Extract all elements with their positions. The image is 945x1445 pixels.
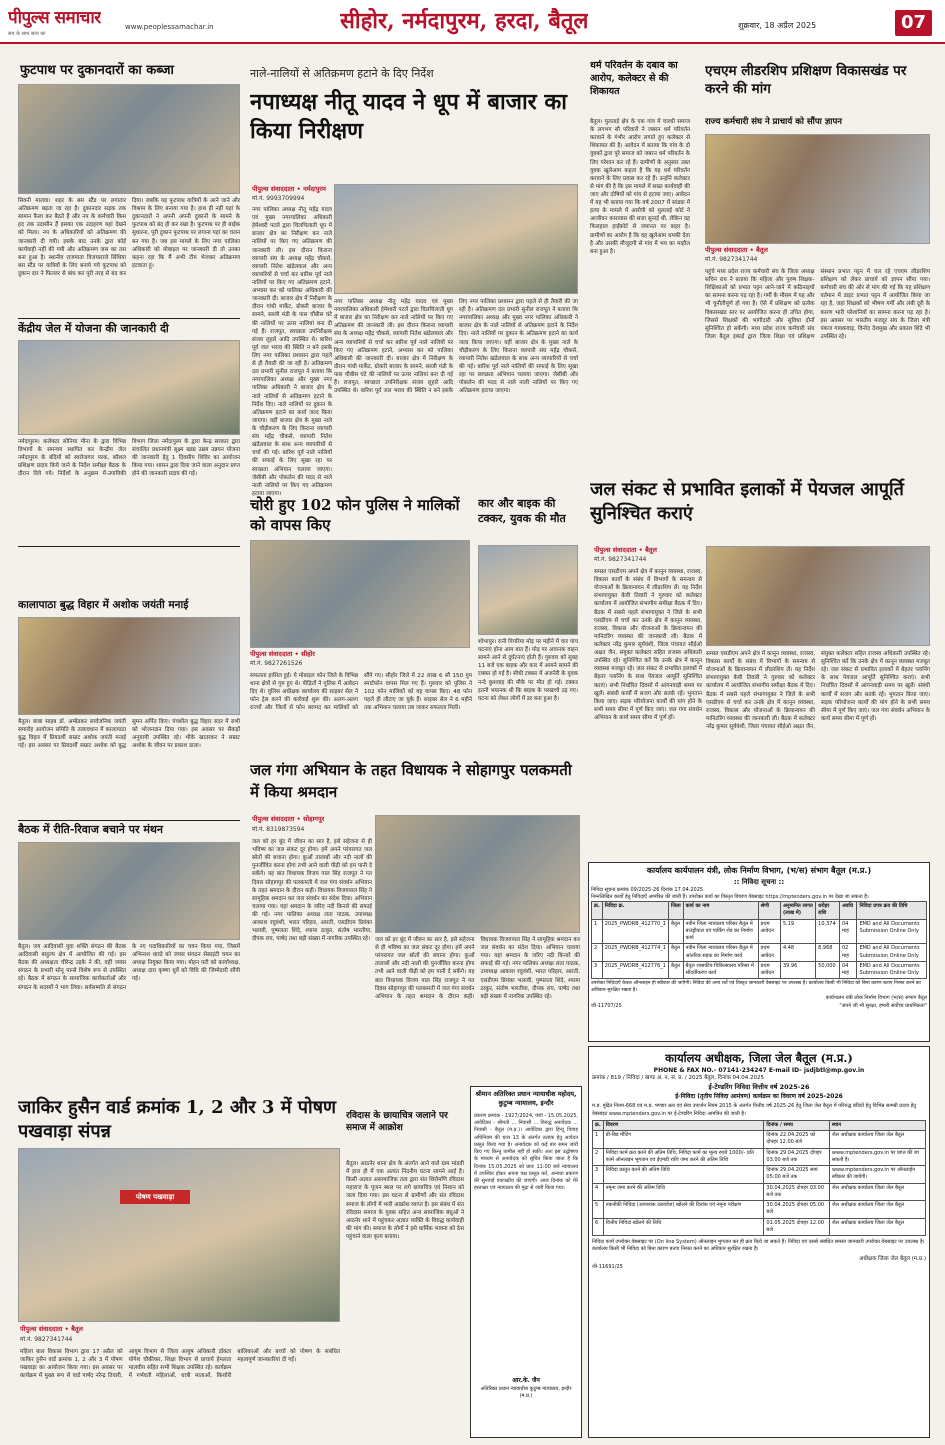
- lead-headline[interactable]: नपाध्यक्ष नीतू यादव ने धूप में बाजार का किया निरीक्षण: [250, 89, 567, 144]
- pwd-table-cell: 2025_PWDRB_412774_1: [602, 944, 668, 962]
- ashok-jayanti-body: बैतूल। बाबा साहब डॉ. अम्बेडकर सार्वजनिक जयंती समारोह आयोजन समिति के तत्वावधान में कालापाठा बुद्ध विहार में प्रियदर्शी सम्राट अशोक जयंती मनाई गई। इस अवसर पर प्रियदर्शी सम्राट अशोक को बुद्ध सुमन अर्पित किए। पंचशील बुद्ध विहार सदर में सभी को भोजनदान दिया गया। इस अवसर पर सैकड़ों अनुयायी उपस्थित रहे। भीके खातरकर ने सम्राट अशोक के जीवन पर प्रकाश डाला।: [18, 719, 240, 750]
- jail-table-cell: नमूना जमा करने की अंतिम तिथि: [603, 1183, 764, 1201]
- jail-intro: म.प्र. मुद्रित नियम-668 एवं म.प्र. भण्डार क्रय एवं सेवा उपार्जन नियम 2015 के अंतर्गत वित्तीय वर्ष 2025-26 हेतु जिला जेल बैतूल में परिरुद्ध बंदियों हेतु विभिन्न सामग्री प्रदाय हेतु वेबसाइट www.mptenders.gov.in पर ई-टेण्डरिंग निविदा आमंत्रित की जाती है।: [592, 1103, 917, 1117]
- pwd-table-column-header: निविदा क्र.: [602, 902, 668, 920]
- jal-ganga-body: जल को हर बूंद में जीवन का सार है, इसे सहेजना से ही भविष्य का जल संकट दूर होगा। हमें अपने परंपरागत जल स्रोतों की बचाना होगा। कुओं तालाबों और नदी नालों की पुनर्जीवित करना होगा तभी आने वाली पीढ़ी को हम पानी दे सकेंगे। यह बात विधायक विजय पाल सिंह राजपूत ने गत दिवस सोहागपुर की पलकमती में जल गंगा संवर्धन अभियान के तहत श्रमदान के दौरान कही। विधायक विजयपाल सिंह ने सामूहिक श्रमदान कर जल संवर्धन का संदेश दिया। अभियान चलाया गया। यहां श्रमदान के जरिए नदी किनारे की सफाई की गई। नगर पालिका अध्यक्ष लता पाठक, उपाध्यक्ष आकाश रघुवंशी, भारत परिहार, आरती, एसडीएम प्रियंका भलावी, पुष्पलता शिंदे, श्यामा ठाकुर, संतोष भारतीया, दीपक राय, पार्षद तथा बड़ी संख्या में नागरिक उपस्थित रहे।: [252, 839, 372, 943]
- phones-byline: पीपुल्स संवाददाता • सीहोर: [250, 650, 315, 658]
- pwd-table-cell: 50,000: [816, 961, 840, 979]
- pwd-table-cell: 2025_PWDRB_412776_1: [602, 961, 668, 979]
- pwd-table-cell: EMD and All Documents Submission Online Only: [857, 919, 927, 944]
- shramdan-photo: [375, 815, 580, 933]
- jail-table-cell: 30.04.2025 दोपहर 03.00 बजे तक: [764, 1183, 829, 1201]
- jail-office-title: कार्यालय अधीक्षक, जिला जेल बैतूल (म.प्र.): [665, 1051, 853, 1065]
- jail-table-column-header: स्थान: [829, 1120, 925, 1130]
- jail-table-cell: तकनीकी निविदा (आवश्यक दस्तावेज) खोलने की दिनांक एवं नमूना परीक्षण: [603, 1201, 764, 1219]
- poshan-headline[interactable]: जाकिर हुसैन वार्ड क्रमांक 1, 2 और 3 में पोषण पखवाड़ा संपन्न: [18, 1097, 337, 1143]
- market-inspection-photo: [334, 184, 578, 294]
- phones-headline[interactable]: चोरी हुए 102 फोन पुलिस ने मालिकों को वापस किए: [250, 496, 460, 535]
- accident-headline[interactable]: कार और बाइक की टक्कर, युवक की मौत: [478, 497, 566, 525]
- poshan-event-photo: [18, 1148, 340, 1322]
- pwd-notice-number: निविदा सूचना क्रमांक 09/2025-26 दिनांक 17.04.2025: [591, 886, 704, 893]
- pwd-table-column-header: क्र.: [592, 902, 603, 920]
- jail-table-cell: जेल अधीक्षक कार्यालय जिला जेल बैतूल: [829, 1183, 925, 1201]
- sidewalk-encroachment-headline[interactable]: फुटपाथ पर दुकानदारों का कब्जा: [20, 63, 174, 78]
- pwd-table-cell: 3: [592, 961, 603, 979]
- pwd-subtitle: :: निविदा सूचना ::: [733, 877, 785, 886]
- jail-table-row: [593, 1218, 926, 1236]
- lead-mobile: मो.नं. 9993709994: [252, 195, 305, 202]
- phones-mobile: मो.नं. 9827261526: [250, 660, 303, 667]
- jal-ganga-mobile: मो.नं. 8319873594: [252, 826, 305, 833]
- pwd-table-cell: बैतूल: [668, 961, 683, 979]
- water-byline: पीपुल्स संवाददाता • बैतूल: [594, 546, 657, 554]
- hm-training-headline[interactable]: एचएम लीडरशिप प्रशिक्षण विकासखंड पर करने की मांग: [705, 63, 907, 98]
- jail-table-cell: www.mptenders.gov.in पर ऑनलाईन स्वीकार की जायेगी।: [829, 1166, 925, 1184]
- water-crisis-body-continued: समस्त एसडीएम अपने क्षेत्र में कानून व्यवस्था, राजस्व, विकास कार्यों के संबंध में विभागों के समन्वय से योजनाओं के क्रियान्वयन में लीडरशिप लें। यह निर्देश संभागायुक्त केवी तिवारी ने गुरुवार को कलेक्टर कार्यालय में आयोजित संभागीय समीक्षा बैठक में दिए। बैठक में सबसे पहले संभागायुक्त ने जिले के सभी एसडीएम से चर्चा कर उनके क्षेत्र में कानून व्यवस्था, राजस्व, विकास और योजनाओं के क्रियान्वयन की मानिटरिंग व्यवस्था की जानकारी ली। बैठक में कलेक्टर नरेंद्र कुमार सूर्यवंशी, जिला पंचायत सीईओ अक्षत जैन, संयुक्त कलेक्टर सहित राजस्व अधिकारी उपस्थित रहे। सुनिश्चित करें कि उनके क्षेत्र में कानून व्यवस्था मजबूत रहे। जल संकट से प्रभावित इलाकों में बेहतर प्लानिंग के साथ पेयजल आपूर्ति सुनिश्चित कराएं। सभी निर्धारित दिवसों में आंगनवाड़ी समय पर खुलें। संबंधी कार्यों में सजग और सतर्क रहें। भुगतान किया जाए। सड़क परियोजना कार्यों की मांग होने के सभी समय सीमा में पूर्ण किए जाएं। जल गंगा संवर्धन अभियान के कार्य समय सीमा में पूर्ण हों।: [706, 651, 930, 730]
- jail-table-row: [593, 1166, 926, 1184]
- accident-body: शोभापुर। रानी पिपरिया मोड़ पर महीने में चार पांच घटनाएं होना आम बात हैं। मोड़ पर अचानक वाहन सामने आने से दुर्घटनाएं होती हैं। गुरुवार को सुबह 11 बजे एक बाइक और कार में आमने सामने की टक्कर हो गई है। सीधी टक्कर में अजनेरी के युवक नन्दे कुशवाह की मौके पर मौत हो गई। टक्कर इतनी भयानक थी कि बाइक के परखच्चे उड़ गए। घटना को लेकर लोगों में डर बना हुआ है।: [478, 639, 578, 702]
- jail-footer: निविदा फार्म उपरोक्त वेबसाइट पर (On line System) ऑनलाइन भुगतान कर ही क्रय किये जा सकते हैं। निविदा एवं उससे संबंधित समस्त जानकारी उपरोक्त वेबसाइट पर उपलब्ध है। कार्यालय किसी भी निविदा को बिना कारण बताए निरस्त करने का अधिकार सुरक्षित रखता है।: [592, 1239, 925, 1253]
- jail-code: जी-11691/25: [592, 1263, 623, 1270]
- divider: [18, 546, 240, 547]
- divider: [18, 318, 240, 319]
- divider: [18, 820, 240, 821]
- jail-table-column-header: क्र.: [593, 1120, 604, 1130]
- pwd-table-cell: 04 माह: [839, 961, 857, 979]
- ravidas-headline[interactable]: रविदास के छायाचित्र जलाने पर समाज में आक्रोश: [346, 1111, 448, 1134]
- pwd-table-column-header: जिला: [668, 902, 683, 920]
- court-judge-title: अतिरिक्त प्रधान न्यायाधीश कुटुम्ब न्यायालय, इन्दौर (म.प्र.): [480, 1385, 572, 1399]
- pwd-table-cell: प्रथम आवेदन: [758, 944, 780, 962]
- jail-table-cell: दिनांक 29.04.2025 दोपहर 03.00 बजे तक: [764, 1148, 829, 1166]
- jail-table-cell: निविदा प्रस्तुत करने की अंतिम तिथि: [603, 1166, 764, 1184]
- jail-table-row: [593, 1148, 926, 1166]
- jail-tender-title: ई-टेण्डरिंग निविदा वित्तीय वर्ष 2025-26: [708, 1083, 810, 1092]
- poshan-body: महिला बाल विकास विभाग द्वारा 17 अप्रैल को जाकिर हुसैन वार्ड क्रमांक 1, 2 और 3 में पोषण पखवाड़ा का आयोजन किया गया। इस अवसर पर कार्यक्रम में मुख्य रूप से वार्ड पार्षद नरेन्द्र तिवारी, आयुष विभाग से जिला आयुष अधिकारी डॉक्टर योगेश चौकीकर, शिक्षा विभाग से प्राचार्य हेमलता मालवीय सहित सभी शिक्षक उपस्थित रहे। कार्यक्रम में गर्भवती महिलाओं, धात्री माताओं, किशोरी बालिकाओं और बच्चों को पोषण के संबंधित महत्वपूर्ण जानकारियां दी गईं।: [20, 1349, 340, 1380]
- pwd-table-cell: 04 माह: [839, 919, 857, 944]
- sidewalk-encroachment-body: सिवनी मालवा। शहर के बस स्टैंड पर लगातार अतिक्रमण बढ़ता जा रहा है। दुकानदार सड़क तक सामान फैला कर बैठते हैं और नप के कर्मचारी किस हद तक उदासीन हैं इसका एक उदाहरण यहां देखने को मिला। नप के अधिकारियों को अतिक्रमण की जानकारी दी गयी। इसके बाद उनके द्वारा कोई कार्यवाही नहीं की गयी और अतिक्रमण जस का तस बना हुआ है। स्थानीय राजमाता विजयाराजे सिंधिया बस स्टैंड पर यात्रियों के लिए बनाये गये फुटपाथ को दुकान दार ने फिल्लर से बांध कर पूरी तरह से बंद कर दिया। जबकि यह फुटपाथ यात्रियों के आने जाने और विश्राम के लिए बनाया गया है। हाथ ही नहीं यहां के दुकानदारों ने अपनी अपनी दुकानों के सामने के फुटपाथ को बंद ही कर रखा है। फुटपाथ पर ही बाईक सुधारना, पूरी दुकान फुटपाथ पर लगाना यहां का चलन बन गया है। जब इस मामले के लिए नगर पालिका अधिकारी को मोबाइल पर जानकारी दी तो उनका कहना रहा कि मैं अभी टीम भेजकर अतिक्रमण हटवाता हूं।: [18, 198, 240, 277]
- jail-contact: PHONE & FAX NO.- 07141-234247 E-mail ID- jsdjbtl@mp.gov.in: [653, 1066, 865, 1074]
- pwd-intro: निम्नलिखित कार्यों हेतु निविदाएँ आमंत्रित की जाती हैं। उपरोक्त कार्य का विस्तृत विवरण वेबसाइट https://mptenders.gov.in पर देखा जा सकता है।: [591, 893, 869, 900]
- jail-table-cell: www.mptenders.gov.in पर प्राप्त की जा सकती है।: [829, 1148, 925, 1166]
- tribal-meeting-photo: [18, 842, 240, 940]
- pwd-table-cell: प्रथम आवेदन: [758, 919, 780, 944]
- jail-table-cell: दिनांक 22.04.2025 को दोपहर 12.00 बजे: [764, 1131, 829, 1149]
- pwd-table-cell: नवीन जिला न्यायालय परिसर बैतूल में बाउंड्रीवाल एवं पार्किंग शेड का निर्माण कार्य: [683, 919, 758, 944]
- hm-training-body: पहुंचे मध्य प्रदेश राज्य कर्मचारी संघ के जिला अध्यक्ष सचिन राय ने बताया कि महिला और पुरुष शिक्षक-शिक्षिकाओं को प्रभात पट्टन आने-जाने में कठिनाइयों का सामना करना पड़ रहा है। गर्मी के मौसम में यह और भी चुनौतीपूर्ण हो गया है। ऐसे में प्रशिक्षण को प्रत्येक विकासखंड स्तर पर आयोजित करना ही उचित होगा, जिससे शिक्षकों की भागीदारी और सुविधा दोनों सुनिश्चित हो सकेंगी। मध्य प्रदेश राज्य कर्मचारी संघ जिला बैतूल इकाई द्वारा जिला शिक्षा एवं प्रशिक्षण संस्थान प्रभात पट्टन में चल रहे एचएम लीडरशिप प्रशिक्षण को लेकर प्राचार्य को ज्ञापन सौंपा गया। कर्मचारी संघ की ओर से मांग की गई कि यह प्रशिक्षण वर्तमान में डाइट प्रभात पट्टन में आयोजित किया जा रहा है, जहां शिक्षकों को भीषण गर्मी और लंबी दूरी के कारण भारी परेशानियों का सामना करना पड़ रहा है। इस अवसर पर भारतीय मजदूर संघ के जिला मंत्री पंकज गायकवाड़, विनोद देशमुख और प्रकाश शिंदे भी उपस्थित रहे।: [705, 269, 930, 340]
- phone-return-photo: [250, 540, 470, 648]
- jail-meeting-photo: [18, 340, 240, 435]
- jail-reference: क्रमांक / 819 / निविदा / खण्ड अ. न. स. प्र. / 2025 बैतूल, दिनांक 04.04.2025: [592, 1075, 765, 1082]
- jail-table-cell: 30.04.2025 दोपहर 05:00 बजे: [764, 1201, 829, 1219]
- poshan-byline: पीपुल्स संवाददाता • बैतूल: [20, 1325, 83, 1333]
- newspaper-logo[interactable]: पीपुल्स समाचार सच के साथ सत्य का: [8, 8, 101, 37]
- jail-table-cell: जेल अधीक्षक कार्यालय जिला जेल बैतूल: [829, 1201, 925, 1219]
- pwd-office-title: कार्यालय कार्यपालन यंत्री, लोक निर्माण विभाग, (भ/स) संभाग बैतूल (म.प्र.): [646, 866, 872, 875]
- jail-table-cell: प्री-बिड मीटिंग: [603, 1131, 764, 1149]
- lead-body: नगर पालिका अध्यक्ष नीतू महेंद्र यादव एवं मुख्य नगरपालिका अधिकारी हेमेश्वरी पटले द्वारा चिलचिलाती धूप में बाजार क्षेत्र का निरीक्षण कर नाले नालियों पर किए गए अतिक्रमण की जानकारी ली। इस दौरान किराना व्यापारी संघ के अध्यक्ष महेंद्र चौकसे, व्यापारी नितेश खंडेलवाल और अन्य व्यापारियों से चर्चा कर बारिश पूर्व नाले नालियों पर किए गए अतिक्रमण हटाने, अभ्यास कर को पालिका अधिकारी की जानकारी दी। बाजार क्षेत्र में निरीक्षण के दौरान गांधी मार्केट, ग्रोकरी बाजार के सामने, सब्जी मंडी के पास चौबीस घंटे की नालियों पर ऊपर नालियां बना दी गई हैं। राजपूत, स्वच्छता उपनिरीक्षक संजय लुहारे आदि उपस्थित थे। बारिश पूर्व जल भराव की स्थिति न बने इसके लिए नगर पालिका प्रशासन द्वारा पहले से ही तैयारी की जा रही है। अतिक्रमण दल प्रभारी सुनील राजपूत ने बताया कि नगरपालिका अध्यक्ष और मुख्य नगर पालिका अधिकारी ने बाजार क्षेत्र के नाले नालियों से अतिक्रमण हटाने के निर्देश दिए। नाले नालियों पर दुकान के अतिक्रमण हटाने का कार्य जल्द किया जाएगा। वहीं बाजार क्षेत्र के मुख्य नाले के चौड़ीकरण के लिए किराना व्यापारी संघ महेंद्र चौकसे, व्यापारी नितेश खंडेलवाल के साथ अन्य व्यापारियों से चर्चा की गई। बारिश पूर्व नाले नालियों की सफाई के लिए सूखा रहा पर स्वच्छता अभियान चलाया जाएगा। जेसीबी और पोकलेन की मदद से नाले नाली नालियों पर किए गए अतिक्रमण हटाया जाएगा।: [252, 207, 332, 497]
- conversion-complaint-body: बैतूल। मुलताई क्षेत्र के एक गांव में चारधी समाज के लगभग सौ परिवारों ने जबरन धर्म परिवर्तन करवाने के गंभीर आरोप लगाते हुए कलेक्टर से शिकायत की है। आवेदन में बताया कि गांव के दो युवकों द्वारा पूरे समाज को जबरन धर्म परिवर्तन के लिए परेशान कर रहे हैं। ग्रामीणों के अनुसार उक्त युवक खुलेआम कहता है कि यह धर्म परिवर्तन करवाने के लिए प्रयास कर रहे हैं। उन्होंने कलेक्टर से मांग की है कि इस मामले में सख्त कार्यवाही की जाए और दोषियों को गांव से हटाया जाए। आवेदन में यह भी बताया गया कि वर्ष 2007 में सांड्या में हत्या के मामले में आरोपी को मुलताई कोर्ट ने आजीवन कारावास की सजा सुनाई थी, लेकिन वह फिलहाल हाईकोर्ट से जमानत पर बाहर है। ग्रामीणों का आरोप है कि वह खुलेआम धमकी देता है और उसकी मौजूदगी से गांव में भय का माहौल बना हुआ है।: [590, 119, 690, 255]
- pwd-table-cell: 2025_PWDRB_412770_1: [602, 919, 668, 944]
- pwd-table-cell: प्रथम आवेदन: [758, 961, 780, 979]
- lead-body-continued: नगर पालिका अध्यक्ष नीतू महेंद्र यादव एवं मुख्य नगरपालिका अधिकारी हेमेश्वरी पटले द्वारा चिलचिलाती धूप में बाजार क्षेत्र का निरीक्षण कर नाले नालियों पर किए गए अतिक्रमण की जानकारी ली। इस दौरान किराना व्यापारी संघ के अध्यक्ष महेंद्र चौकसे, व्यापारी नितेश खंडेलवाल और अन्य व्यापारियों से चर्चा कर बारिश पूर्व नाले नालियों पर किए गए अतिक्रमण हटाने, अभ्यास कर को पालिका अधिकारी की जानकारी दी। बाजार क्षेत्र में निरीक्षण के दौरान गांधी मार्केट, ग्रोकरी बाजार के सामने, सब्जी मंडी के पास चौबीस घंटे की नालियों पर ऊपर नालियां बना दी गई हैं। राजपूत, स्वच्छता उपनिरीक्षक संजय लुहारे आदि उपस्थित थे। बारिश पूर्व जल भराव की स्थिति न बने इसके लिए नगर पालिका प्रशासन द्वारा पहले से ही तैयारी की जा रही है। अतिक्रमण दल प्रभारी सुनील राजपूत ने बताया कि नगरपालिका अध्यक्ष और मुख्य नगर पालिका अधिकारी ने बाजार क्षेत्र के नाले नालियों से अतिक्रमण हटाने के निर्देश दिए। नाले नालियों पर दुकान के अतिक्रमण हटाने का कार्य जल्द किया जाएगा। वहीं बाजार क्षेत्र के मुख्य नाले के चौड़ीकरण के लिए किराना व्यापारी संघ महेंद्र चौकसे, व्यापारी नितेश खंडेलवाल के साथ अन्य व्यापारियों से चर्चा की गई। बारिश पूर्व नाले नालियों की सफाई के लिए सूखा रहा पर स्वच्छता अभियान चलाया जाएगा। जेसीबी और पोकलेन की मदद से नाले नाली नालियों पर किए गए अतिक्रमण हटाया जाएगा।: [334, 299, 578, 395]
- edition-regions: सीहोर, नर्मदापुरम, हरदा, बैतूल: [340, 8, 589, 34]
- water-mobile: मो.नं. 9827341744: [594, 556, 647, 563]
- water-crisis-body: समस्त एसडीएम अपने क्षेत्र में कानून व्यवस्था, राजस्व, विकास कार्यों के संबंध में विभागों के समन्वय से योजनाओं के क्रियान्वयन में लीडरशिप लें। यह निर्देश संभागायुक्त केवी तिवारी ने गुरुवार को कलेक्टर कार्यालय में आयोजित संभागीय समीक्षा बैठक में दिए। बैठक में सबसे पहले संभागायुक्त ने जिले के सभी एसडीएम से चर्चा कर उनके क्षेत्र में कानून व्यवस्था, राजस्व, विकास और योजनाओं के क्रियान्वयन की मानिटरिंग व्यवस्था की जानकारी ली। बैठक में कलेक्टर नरेंद्र कुमार सूर्यवंशी, जिला पंचायत सीईओ अक्षत जैन, संयुक्त कलेक्टर सहित राजस्व अधिकारी उपस्थित रहे। सुनिश्चित करें कि उनके क्षेत्र में कानून व्यवस्था मजबूत रहे। जल संकट से प्रभावित इलाकों में बेहतर प्लानिंग के साथ पेयजल आपूर्ति सुनिश्चित कराएं। सभी निर्धारित दिवसों में आंगनवाड़ी समय पर खुलें। संबंधी कार्यों में सजग और सतर्क रहें। भुगतान किया जाए। सड़क परियोजना कार्यों की मांग होने के सभी समय सीमा में पूर्ण किए जाएं। जल गंगा संवर्धन अभियान के कार्य समय सीमा में पूर्ण हों।: [594, 569, 702, 721]
- court-judge-name: आर.के. जैन: [512, 1376, 540, 1384]
- phones-body: सफलता हासिल हुई। ये मोबाइल फोन जिले के विभिन्न थाना क्षेत्रों से गुम हुए थे। पीड़ितों ने पुलिस में आवेदन दिए थे। पुलिस अधीक्षक कार्यालय की साइबर सेल ने फोन ट्रेस करने की कार्रवाई शुरू की। अलग-अलग राज्यों और जिलों से फोन बरामद कर मालिकों को सौंपे गए। सीहोर जिले में 22 लाख 6 सौ 150 गुम स्मार्टफोन वापस मिल गए हैं। गुरुवार को पुलिस ने 102 फोन मालिकों को वह वापस किए। 48 फोन पहले ही लौटाए जा चुके हैं। साइबर सेल ने 6 महीने तक अभियान चलाया तब जाकर सफलता मिली।: [250, 673, 472, 712]
- court-notice-body: प्रकरण क्रमांक - 1927/2024, पेशी - 15.05.2025, आवेदिका - श्रीमती ... निवासी ... विरुद्ध अनावेदक ... निवासी - बैतूल (म.प्र.)। आवेदिका द्वारा हिन्दू विवाह अधिनियम की धारा 13 के अंतर्गत तलाक हेतु आवेदन प्रस्तुत किया गया है। अनावेदक को कई बार समन जारी किए गए किन्तु तामील नहीं हो सकी। अतः इस उद्घोषणा के माध्यम से अनावेदक को सूचित किया जाता है कि दिनांक 15.05.2025 को प्रातः 11:00 बजे न्यायालय में उपस्थित होकर अपना पक्ष प्रस्तुत करें, अन्यथा प्रकरण की सुनवाई एकपक्षीय की जाएगी। आज दिनांक को मेरे हस्ताक्षर एवं न्यायालय की मुद्रा से जारी किया गया।: [474, 1112, 578, 1192]
- buddha-vihar-photo: [18, 617, 240, 715]
- jail-table-cell: 01.05.2025 दोपहर 12.00 बजे: [764, 1218, 829, 1236]
- pwd-table-row: [592, 961, 927, 979]
- pwd-table-cell: 5.19: [780, 919, 815, 944]
- pwd-table-column-header: अनुमानित लागत (लाख में): [780, 902, 815, 920]
- hm-mobile: मो.नं. 9827341744: [705, 256, 758, 263]
- jail-table-column-header: विवरण: [603, 1120, 764, 1130]
- pwd-slogan: "अपने जी भी सुरक्षा, हमारी सर्वोच्च प्राथमिकता": [839, 1002, 927, 1009]
- jail-tender-ad: [588, 1046, 930, 1438]
- pwd-table-cell: EMD and All Documents Submission Online Only: [857, 961, 927, 979]
- pwd-tender-ad: [588, 862, 930, 1042]
- website-link[interactable]: www.peoplessamachar.in: [125, 23, 214, 31]
- pwd-table-cell: 10,374: [816, 919, 840, 944]
- pwd-code: जी-11707/25: [591, 1002, 622, 1009]
- issue-date: शुक्रवार, 18 अप्रैल 2025: [738, 21, 817, 30]
- conversion-complaint-headline[interactable]: धर्म परिवर्तन के दबाव का आरोप, कलेक्टर से की शिकायत: [590, 60, 678, 97]
- jail-scheme-body: नर्मदापुरम। कलेक्टर सोनिया मीना के द्वारा विभिन्न विभागों के समन्वय स्थापित कर केन्द्रीय जेल नर्मदापुरम के बंदियों को स्वरोजगार परक, कौशल प्रशिक्षण प्रदाय किये जाने के निर्देश समीक्षा बैठक के दौरान दिये गये। निर्देशों के अनुक्रम में-उपायिकी विभाग जिला नर्मदापुरम के द्वारा केन्द्र सरकार द्वारा संचालित प्रधानमंत्री सूक्ष्म खाद्य उद्यम उन्नयन योजना की जानकारी हेतु 1 दिवसीय शिविर का आयोजन किया गया। शासन द्वारा दिया जाने वाला अनुदान प्राप्त होने की जानकारी प्रदाय की गई।: [18, 439, 240, 478]
- review-meeting-photo: [706, 546, 930, 646]
- pwd-table-column-header: कार्य का नाम: [683, 902, 758, 920]
- memorandum-photo: [705, 134, 930, 244]
- court-notice: [470, 1086, 582, 1438]
- jail-table-cell: 6: [593, 1218, 604, 1236]
- pwd-footer: उपरोक्त निविदाएँ केवल ऑनलाइन ही स्वीकार की जाएँगी। निविदा की अन्य शर्तें एवं विस्तृत जानकारी वेबसाइट पर उपलब्ध है। कार्यालय किसी भी निविदा को बिना कारण बताए निरस्त करने का अधिकार सुरक्षित रखता है।: [591, 981, 921, 994]
- pwd-tender-table: [591, 901, 927, 979]
- poshan-mobile: मो.नं. 9827341744: [20, 1336, 73, 1343]
- pwd-table-cell: 8,968: [816, 944, 840, 962]
- jail-table-cell: 4: [593, 1183, 604, 1201]
- jail-table-cell: जेल अधीक्षक कार्यालय जिला जेल बैतूल: [829, 1218, 925, 1236]
- pwd-table-row: [592, 919, 927, 944]
- pwd-table-column-header: अवधि: [839, 902, 857, 920]
- jail-table-row: [593, 1183, 926, 1201]
- jail-table-cell: जेल अधीक्षक कार्यालय जिला जेल बैतूल: [829, 1131, 925, 1149]
- poshan-banner: पोषण पखवाड़ा: [120, 1190, 190, 1204]
- jail-table-cell: निविदा फार्म क्रय करने की अंतिम तिथि, निविदा फार्म का मूल्य रुपये 1000/- प्रति फार्म ऑनलाइन भुगतान एवं ईएमडी राशि जमा करने की अंतिम तिथि: [603, 1148, 764, 1166]
- pwd-table-cell: बैतूल: [668, 944, 683, 962]
- jail-scheme-headline[interactable]: केंद्रीय जेल में योजना की जानकारी दी: [18, 322, 169, 335]
- jal-ganga-byline: पीपुल्स संवाददाता • सोहागपुर: [252, 815, 325, 823]
- jail-table-row: [593, 1131, 926, 1149]
- jail-table-cell: दिनांक 29.04.2025 सायं 05:00 बजे तक: [764, 1166, 829, 1184]
- pwd-table-cell: 02 माह: [839, 944, 857, 962]
- ashok-jayanti-headline[interactable]: कालापाठा बुद्ध विहार में अशोक जयंती मनाई: [18, 599, 189, 611]
- pwd-table-column-header: धरोहर राशि: [816, 902, 840, 920]
- pwd-table-cell: 1: [592, 919, 603, 944]
- ravidas-body: बैतूल। आठनेर थाना क्षेत्र के अंतर्गत आने वाले ग्राम मांडवी में हाल ही में एक अत्यंत निंदनीय घटना सामने आई है। किसी अज्ञात असामाजिक तत्व द्वारा संत शिरोमणि रविदास महाराज के पूजन स्थल पर लगे छायाचित्र एवं निशान को जला दिया गया। इस घटना से ग्रामीणों और संत रविदास समाज के लोगों में भारी आक्रोश व्याप्त है। इस संबंध में संत रविदास समाज के युवक सहित अन्य सामाजिक बंधुओं ने आठनेर थाने में पहुंचकर अज्ञात व्यक्ति के विरुद्ध कार्यवाही की मांग की। समाज के लोगों ने इसे धार्मिक भावना को ठेस पहुंचाने वाला कृत्य बताया।: [346, 1161, 464, 1240]
- jal-ganga-body-continued: जल को हर बूंद में जीवन का सार है, इसे सहेजना से ही भविष्य का जल संकट दूर होगा। हमें अपने परंपरागत जल स्रोतों की बचाना होगा। कुओं तालाबों और नदी नालों की पुनर्जीवित करना होगा तभी आने वाली पीढ़ी को हम पानी दे सकेंगे। यह बात विधायक विजय पाल सिंह राजपूत ने गत दिवस सोहागपुर की पलकमती में जल गंगा संवर्धन अभियान के तहत श्रमदान के दौरान कही। विधायक विजयपाल सिंह ने सामूहिक श्रमदान कर जल संवर्धन का संदेश दिया। अभियान चलाया गया। यहां श्रमदान के जरिए नदी किनारे की सफाई की गई। नगर पालिका अध्यक्ष लता पाठक, उपाध्यक्ष आकाश रघुवंशी, भारत परिहार, आरती, एसडीएम प्रियंका भलावी, पुष्पलता शिंदे, श्यामा ठाकुर, संतोष भारतीया, दीपक राय, पार्षद तथा बड़ी संख्या में नागरिक उपस्थित रहे।: [375, 937, 580, 1000]
- pwd-table-column-header: श्रेणी: [758, 902, 780, 920]
- hm-training-subhead: राज्य कर्मचारी संघ ने प्राचार्य को सौंपा ज्ञापन: [705, 117, 843, 127]
- lead-byline: पीपुल्स संवाददाता • नर्मदापुरम: [252, 185, 326, 193]
- jail-table-cell: 3: [593, 1166, 604, 1184]
- shop-photo: [18, 84, 240, 194]
- court-notice-title: श्रीमान अतिरिक्त प्रधान न्यायाधीश महोदय, कुटुम्ब न्यायालय, इन्दौर: [475, 1090, 577, 1108]
- jal-ganga-headline[interactable]: जल गंगा अभियान के तहत विधायक ने सोहागपुर पलकमती में किया श्रमदान: [250, 761, 572, 801]
- tribal-meeting-body: बैतूल। जय आदिवासी युवा शक्ति संगठन की बैठक आदिवासी बाहुल्य क्षेत्र में आयोजित की गई। इस बैठक की अध्यक्षता चीरेन्द्र उइके ने की, वहीं जयस संगठन के प्रभारी सोनू पान्से विशेष रूप से उपस्थित रहे। बैठक में संगठन के सामाजिक कार्यकर्ताओं और संगठन के सदस्यों ने भाग लिया। सर्वसम्मति से संगठन के नए पदाधिकारियों का चयन किया गया, जिसमें अभिनाश धारडे को जयस संगठन सेसाइंटी चयन का अध्यक्ष नियुक्त किया गया। मोहन पटी को कार्याध्यक्ष, अध्यक्ष दारा कृष्णा धुर्वे को विधि की जिम्मेदारी सौंपी गई।: [18, 944, 240, 991]
- pwd-table-cell: बैतूल: [668, 919, 683, 944]
- lead-kicker: नाले-नालियों से अतिक्रमण हटाने के दिए निर्देश: [250, 67, 434, 80]
- jail-table-cell: वित्तीय निविदा खोलने की तिथि: [603, 1218, 764, 1236]
- jail-table-column-header: दिनांक / समय: [764, 1120, 829, 1130]
- pwd-table-cell: 2: [592, 944, 603, 962]
- pwd-table-cell: नवीन जिला न्यायालय परिसर बैतूल में आंतरिक सड़क का निर्माण कार्य: [683, 944, 758, 962]
- pwd-signatory: कार्यपालन यंत्री लोक निर्माण विभाग (भ/स) संभाग बैतूल: [825, 995, 927, 1002]
- jail-table-row: [593, 1201, 926, 1219]
- jail-table-cell: 5: [593, 1201, 604, 1219]
- page-number: 07: [895, 10, 932, 36]
- hm-byline: पीपुल्स संवाददाता • बैतूल: [705, 246, 768, 254]
- jail-schedule-table: [592, 1120, 926, 1236]
- tribal-meeting-headline[interactable]: बैठक में रीति-रिवाज बचाने पर मंथन: [18, 823, 164, 836]
- pwd-table-cell: 4.48: [780, 944, 815, 962]
- pwd-table-cell: बैतूल शासकीय चिकित्सालय परिसर में सौंदर्यीकरण कार्य: [683, 961, 758, 979]
- pwd-table-row: [592, 944, 927, 962]
- jail-table-cell: 2: [593, 1148, 604, 1166]
- accident-photo: [478, 545, 578, 635]
- water-crisis-headline[interactable]: जल संकट से प्रभावित इलाकों में पेयजल आपूर्ति सुनिश्चित कराएं: [590, 479, 904, 525]
- pwd-table-cell: 39.96: [780, 961, 815, 979]
- pwd-table-cell: EMD and All Documents Submission Online Only: [857, 944, 927, 962]
- jail-tender-sub: ई-निविदा (तृतीय निविदा आमंत्रण) कार्यक्रम का विवरण वर्ष 2025-2026: [675, 1092, 843, 1100]
- pwd-table-column-header: निविदा प्रपत्र क्रय की तिथि: [857, 902, 927, 920]
- jail-signatory: अधीक्षक जिला जेल बैतूल (म.प्र.): [859, 1255, 926, 1262]
- jail-table-cell: 1: [593, 1131, 604, 1149]
